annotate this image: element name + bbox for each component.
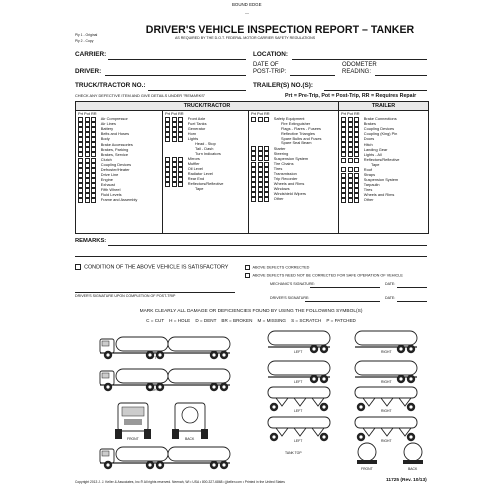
- checklist-item-label: Radiator Level: [187, 171, 213, 177]
- checklist-item-label: Body: [100, 136, 110, 142]
- checklist-item-label: Doors: [363, 136, 375, 142]
- location-field[interactable]: [292, 59, 427, 60]
- label-left-3: LEFT: [294, 380, 303, 384]
- label-back: BACK: [185, 437, 195, 441]
- checklist-item-label: Tires: [273, 165, 283, 171]
- rr-checkbox[interactable]: [264, 197, 269, 202]
- checklist-item-label: Tail - Dash: [195, 146, 214, 152]
- truck-back-view: [172, 403, 208, 439]
- pot-checkbox[interactable]: [258, 197, 263, 202]
- checklist-item-label: Windows: [273, 186, 290, 192]
- checklist-item-label: Mirrors: [187, 156, 200, 162]
- date-of-label: DATE OF: [253, 62, 279, 68]
- pot-checkbox[interactable]: [258, 117, 263, 122]
- location-label: LOCATION:: [253, 51, 289, 58]
- checklist-item-label: Brakes, Service: [100, 151, 129, 157]
- mechanic-date-field[interactable]: [397, 287, 427, 288]
- checklist-item-label: Frame and Assembly: [100, 197, 138, 203]
- defects-corrected-label: ABOVE DEFECTS CORRECTED: [252, 265, 310, 270]
- label-tank-top: TANK TOP: [285, 451, 302, 455]
- prt-checkbox[interactable]: [165, 137, 170, 142]
- checklist-item-label: Landing Gear: [363, 146, 388, 152]
- tractor-trailer-right-view: [100, 369, 230, 391]
- driver-signature-field[interactable]: [305, 301, 380, 302]
- checklist-item-label: Coupling (King) Pin: [363, 131, 398, 137]
- checklist-item-label: Flags - Flares - Fusees: [281, 125, 321, 131]
- table-divider-trailer: [338, 102, 339, 233]
- post-trip-signature-label: DRIVER'S SIGNATURE UPON COMPLETION OF POST-TRIP: [75, 294, 176, 298]
- driver-date-label: DATE:: [385, 296, 396, 300]
- column-3-heading: Prt Pot RR: [251, 111, 270, 116]
- post-trip-signature-line[interactable]: [75, 292, 235, 293]
- checklist-item-label: Coupling Devices: [363, 126, 395, 132]
- checklist-item-label: Rear End: [187, 176, 205, 182]
- checklist-item-label: Brakes: [363, 121, 376, 127]
- checklist-item-label: Fire Extinguisher: [281, 120, 311, 126]
- label-right-4: RIGHT: [381, 409, 392, 413]
- checklist-item-label: Transmission: [273, 170, 297, 176]
- checklist-item-label: Tire Chains: [273, 160, 294, 166]
- trailer-front-back-view: [357, 443, 423, 464]
- hopper-left-view-1: [268, 387, 330, 411]
- checklist-item-label: Hitch: [363, 141, 373, 147]
- corrected-row: [245, 265, 309, 270]
- ply-copy: Ply 2 - Copy: [75, 39, 94, 43]
- check-any-instruction: CHECK ANY DEFECTIVE ITEM AND GIVE DETAILS UNDER "REMARKS": [75, 93, 206, 98]
- footer-form-number: 11725 (Rev. 10/13): [386, 478, 427, 483]
- rr-checkbox[interactable]: [354, 158, 359, 163]
- checklist-item-label: Defroster/Heater: [100, 166, 130, 172]
- pot-checkbox[interactable]: [172, 182, 177, 187]
- defects-not-corrected-checkbox[interactable]: [245, 273, 250, 278]
- checklist-item-label: Front Axle: [187, 116, 206, 122]
- checklist-item-label: Other: [273, 196, 284, 202]
- checklist-item-label: Wheels and Rims: [273, 181, 305, 187]
- checklist-column-trailer: [341, 112, 399, 203]
- checklist-item-other: [251, 197, 321, 202]
- checklist-item-label: Air Compressor: [100, 116, 128, 122]
- checklist-item-label: Horn: [187, 131, 197, 137]
- rr-checkbox[interactable]: [264, 117, 269, 122]
- checklist-item-label: Starter: [273, 145, 286, 151]
- truck-no-field[interactable]: [148, 90, 246, 91]
- checklist-item-label: Roof: [363, 166, 372, 172]
- table-divider-col3: [248, 110, 249, 233]
- hopper-right-view-1: [355, 387, 417, 411]
- form-title: DRIVER'S VEHICLE INSPECTION REPORT – TANKER: [145, 24, 415, 36]
- defects-not-corrected-label: ABOVE DEFECTS NEED NOT BE CORRECTED FOR SAFE OPERATION OF VEHICLE: [252, 273, 403, 278]
- checklist-item-label: Brake Connections: [363, 116, 397, 122]
- checklist-column-3: [251, 112, 321, 202]
- hopper-left-view-2: [268, 417, 330, 441]
- remarks-line-2[interactable]: [75, 256, 427, 257]
- column-legend: Prt = Pre-Trip, Pot = Post-Trip, RR = Requires Repair: [285, 93, 417, 99]
- rr-checkbox[interactable]: [354, 198, 359, 203]
- checklist-item-label: Suspension System: [363, 176, 399, 182]
- vehicle-diagrams: [0, 325, 500, 470]
- checklist-item-label: Other: [363, 197, 374, 203]
- checklist-item-label: Muffler: [187, 161, 200, 167]
- label-right-1: RIGHT: [148, 388, 159, 392]
- checklist-column-1: [78, 112, 137, 203]
- driver-label: DRIVER:: [75, 68, 102, 75]
- checklist-item-label: Windshield Wipers: [273, 191, 306, 197]
- odometer-field[interactable]: [375, 75, 427, 76]
- prt-checkbox[interactable]: [78, 198, 83, 203]
- remarks-label: REMARKS:: [75, 238, 107, 244]
- pot-checkbox[interactable]: [172, 137, 177, 142]
- condition-row: [75, 264, 228, 270]
- checklist-item-label: Brake Accessories: [100, 141, 133, 147]
- hopper-right-view-2: [355, 417, 417, 441]
- mechanic-date-label: DATE:: [385, 282, 396, 286]
- post-trip-label: POST-TRIP:: [253, 69, 287, 75]
- tank-top-view: [100, 447, 230, 469]
- ply-original: Ply 1 - Original: [75, 33, 98, 37]
- checklist-item-label: Tape: [195, 186, 204, 192]
- checklist-item-label: Reflective Triangles: [281, 130, 315, 136]
- prt-checkbox[interactable]: [341, 198, 346, 203]
- column-1-heading: Prt Pot RR: [78, 111, 97, 116]
- checklist-item-label: Reflectors/Reflective: [187, 181, 224, 187]
- pot-checkbox[interactable]: [348, 158, 353, 163]
- checklist-item-label: Battery: [100, 126, 114, 132]
- defects-corrected-checkbox[interactable]: [245, 265, 250, 270]
- bound-dash: —: [245, 10, 249, 15]
- prt-checkbox[interactable]: [251, 117, 256, 122]
- checklist-item-label: Suspension System: [273, 155, 309, 161]
- mechanic-signature-field[interactable]: [310, 287, 380, 288]
- label-front-2: FRONT: [361, 467, 373, 471]
- condition-satisfactory-label: CONDITION OF THE ABOVE VEHICLE IS SATISFACTORY: [84, 264, 229, 271]
- trailer-no-label: TRAILER(S) NO.(S):: [253, 82, 313, 89]
- driver-signature-label: DRIVER'S SIGNATURE:: [270, 296, 310, 300]
- checklist-item-label: Brakes, Parking: [100, 146, 129, 152]
- rr-checkbox[interactable]: [178, 182, 183, 187]
- checklist-item-label: Straps: [363, 171, 376, 177]
- checklist-item-label: Tape: [371, 161, 380, 167]
- driver-date-field[interactable]: [397, 301, 427, 302]
- prt-checkbox[interactable]: [341, 158, 346, 163]
- checklist-item-label: Coupling Devices: [100, 161, 132, 167]
- carrier-field[interactable]: [108, 59, 246, 60]
- checklist-item-label: Fuel Tanks: [187, 121, 207, 127]
- label-left-2: LEFT: [294, 350, 303, 354]
- post-trip-date-field[interactable]: [290, 75, 335, 76]
- checklist-item-other: [341, 198, 399, 203]
- checklist-item-label: Lights: [187, 136, 199, 142]
- form-subtitle: AS REQUIRED BY THE D.O.T. FEDERAL MOTOR CARRIER SAFETY REGULATIONS: [175, 36, 316, 40]
- checklist-item-tape: [165, 187, 223, 192]
- damage-symbols: C = CUT H = HOLE D = DENT BR = BROKEN M = MISSING S = SCRATCH P = PATCHED: [146, 318, 356, 323]
- trailer-no-field[interactable]: [324, 90, 427, 91]
- remarks-line-1[interactable]: [108, 245, 427, 246]
- checklist-item-label: Generator: [187, 126, 206, 132]
- pot-checkbox[interactable]: [348, 198, 353, 203]
- table-divider-col2: [162, 110, 163, 233]
- checklist-item-label: Spare Bulbs and Fuses: [281, 135, 322, 141]
- checklist-item-label: Belts and Hoses: [100, 131, 130, 137]
- pot-checkbox[interactable]: [85, 198, 90, 203]
- rr-checkbox[interactable]: [91, 198, 96, 203]
- carrier-label: CARRIER:: [75, 51, 107, 58]
- label-back-2: BACK: [408, 467, 418, 471]
- checklist-item-label: Oil Level: [187, 166, 203, 172]
- mark-clearly-instruction: MARK CLEARLY ALL DAMAGE OR DEFICIENCIES FOUND BY USING THE FOLLOWING SYMBOL(S): [139, 309, 363, 314]
- checklist-item-label: Trip Recorder: [273, 175, 298, 181]
- checklist-column-2: [165, 112, 223, 192]
- checklist-item-label: Clutch: [100, 156, 112, 162]
- checklist-item-label: Fluid Levels: [100, 192, 122, 198]
- not-corrected-row: [245, 273, 403, 278]
- mechanic-signature-label: MECHANIC'S SIGNATURE:: [270, 282, 315, 286]
- label-left-5: LEFT: [294, 439, 303, 443]
- checklist-item-label: Tarpaulin: [363, 181, 380, 187]
- label-front: FRONT: [127, 437, 139, 441]
- inspection-table: [75, 101, 429, 234]
- truck-no-label: TRUCK/TRACTOR NO.:: [75, 82, 146, 89]
- checklist-item-label: Safety Equipment: [273, 116, 305, 122]
- checklist-item-label: Fifth Wheel: [100, 187, 121, 193]
- label-right-5: RIGHT: [381, 439, 392, 443]
- label-left-1: LEFT: [148, 356, 157, 360]
- truck-tractor-header: TRUCK/TRACTOR: [76, 102, 338, 111]
- trailer-column-heading: Prt Pot RR: [341, 111, 360, 116]
- checklist-item-label: Wheels and Rims: [363, 192, 395, 198]
- checklist-item-label: Lights - All: [363, 151, 382, 157]
- checklist-item-label: Exhaust: [100, 182, 115, 188]
- checklist-item-label: Turn Indicators: [195, 151, 221, 157]
- bound-edge: BOUND EDGE: [232, 2, 262, 7]
- label-left-4: LEFT: [294, 409, 303, 413]
- tractor-trailer-left-view: [100, 337, 230, 359]
- reading-label: READING:: [342, 69, 372, 75]
- checklist-item-label: Drive Line: [100, 171, 119, 177]
- checklist-item-label: Engine: [100, 177, 113, 183]
- condition-satisfactory-checkbox[interactable]: [75, 264, 81, 270]
- checklist-item-label: Air Lines: [100, 121, 116, 127]
- trailer-header: TRAILER: [339, 102, 428, 111]
- checklist-item-frame-and-assembly: [78, 198, 137, 203]
- column-2-heading: Prt Pot RR: [165, 111, 184, 116]
- checklist-item-label: Tires: [363, 187, 373, 192]
- prt-checkbox[interactable]: [251, 197, 256, 202]
- checklist-item-label: Reflectors/Reflective: [363, 156, 400, 162]
- prt-checkbox[interactable]: [165, 182, 170, 187]
- truck-front-view: [115, 403, 151, 439]
- checklist-item-label: Head - Stop: [195, 141, 216, 147]
- rr-checkbox[interactable]: [178, 137, 183, 142]
- label-right-3: RIGHT: [381, 380, 392, 384]
- checklist-item-label: Steering: [273, 150, 289, 156]
- checklist-item-label: Spare Seal Beam: [281, 140, 312, 146]
- driver-field[interactable]: [105, 75, 246, 76]
- label-right-2: RIGHT: [381, 350, 392, 354]
- footer-copyright: Copyright 2013 J. J. Keller & Associates, Inc.® All rights reserved. Neenah, WI • USA • 800-327-6868 • jjkeller.com • Printed in the United States: [75, 480, 285, 484]
- odometer-label: ODOMETER: [342, 62, 377, 68]
